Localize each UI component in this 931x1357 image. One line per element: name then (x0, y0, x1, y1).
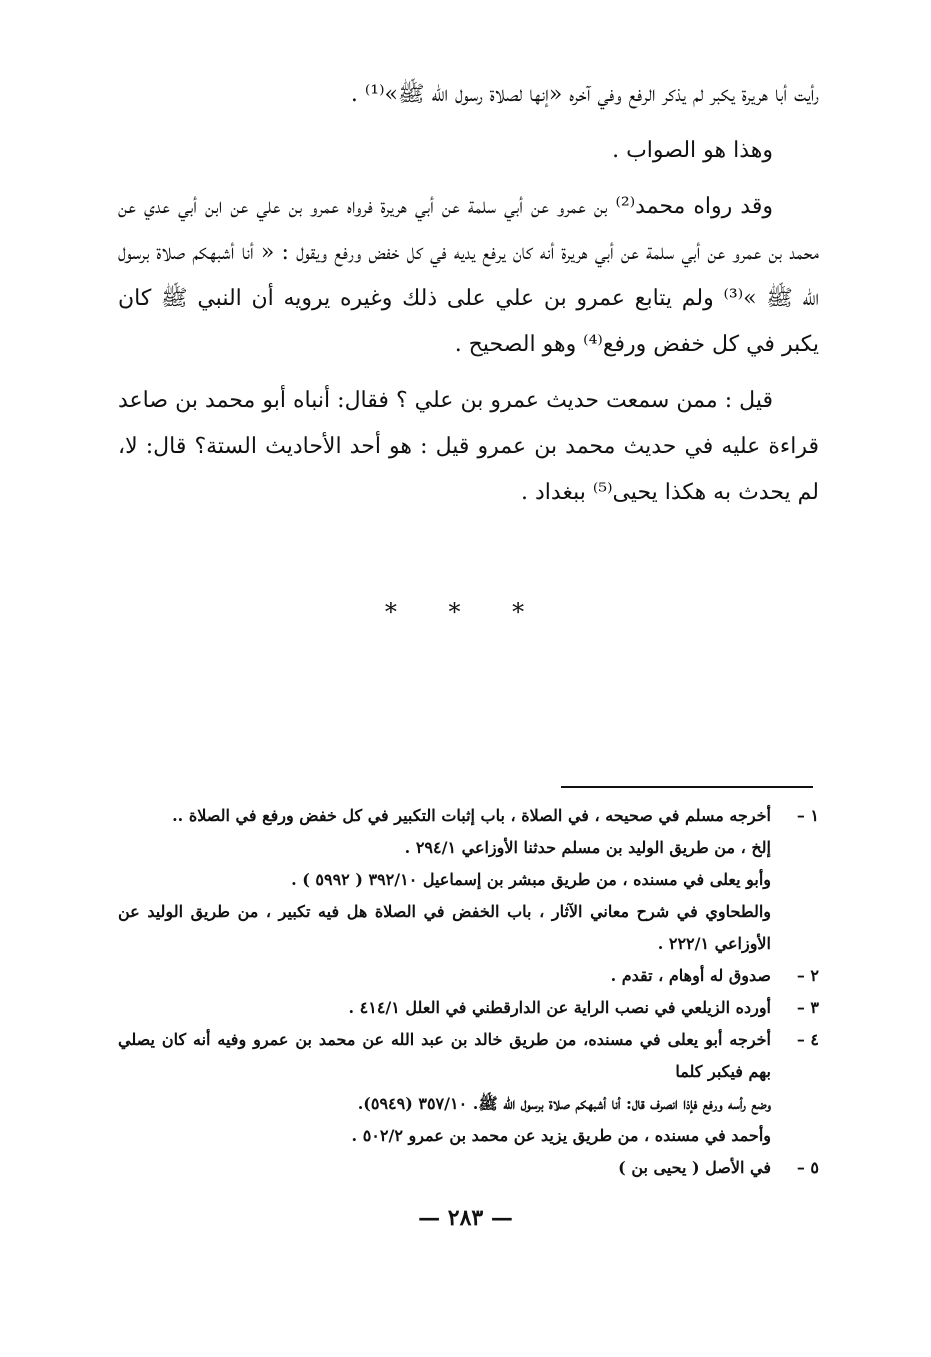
footnote-divider (561, 786, 813, 788)
footnote-line: أخرجه مسلم في صحيحه ، في الصلاة ، باب إثبات التكبير في كل خفض ورفع في الصلاة .. (172, 806, 771, 825)
main-text (118, 72, 819, 526)
footnote-number: ٥ – (796, 1158, 819, 1177)
footnote-line: أخرجه أبو يعلى في مسنده، من طريق خالد بن عبد الله عن محمد بن عمرو وفيه أنه كان يصلي بهم فيكبر كلما (118, 1030, 771, 1081)
footnotes (118, 800, 819, 1184)
section-separator: * * * (384, 598, 547, 626)
footnote-number: ٣ – (796, 998, 819, 1017)
footnote-line: في الأصل ( يحيى بن ) (618, 1158, 771, 1177)
footnote-text (118, 1024, 771, 1152)
footnote-line: وضع رأسه ورفع فإذا انصرف قال: أنا أشبهكم صلاة برسول الله ﷺ. ٣٥٧/١٠ (٥٩٤٩). (357, 1094, 771, 1113)
footnote-text (118, 1152, 771, 1184)
footnote-line: أورده الزيلعي في نصب الراية عن الدارقطني في العلل ٤١٤/١ . (348, 998, 771, 1017)
page-number: — ٢٨٣ — (418, 1205, 513, 1231)
footnote-number: ٤ – (796, 1030, 819, 1049)
footnote-number: ٢ – (796, 966, 819, 985)
footnote-1 (118, 800, 819, 960)
footnote-line: والطحاوي في شرح معاني الآثار ، باب الخفض في الصلاة هل فيه تكبير ، من طريق الوليد عن الأوزاعي ٢٢٢/١ . (118, 902, 771, 953)
footnote-line: وأحمد في مسنده ، من طريق يزيد عن محمد بن عمرو ٥٠٢/٢ . (351, 1126, 771, 1145)
paragraph-3: وقد رواه محمد⁽²⁾ بن عمرو عن أبي سلمة عن أبي هريرة فرواه عمرو بن علي عن ابن أبي عدي عن محمد بن عمرو عن أبي سلمة عن أبي هريرة أنه كان يرفع يديه في كل خفض ورفع ويقول : « أنا أشبهكم صلاة برسول الله ﷺ »⁽³⁾ ولم يتابع عمرو بن علي على ذلك وغيره يرويه أن النبي ﷺ كان يكبر في كل خفض ورفع⁽⁴⁾ وهو الصحيح . (118, 194, 819, 357)
footnote-5 (118, 1152, 819, 1184)
footnote-3 (118, 992, 819, 1024)
footnote-4 (118, 1024, 819, 1152)
footnote-line: إلخ ، من طريق الوليد بن مسلم حدثنا الأوزاعي ٢٩٤/١ . (404, 838, 771, 857)
paragraph-4: قيل : ممن سمعت حديث عمرو بن علي ؟ فقال: أنباه أبو محمد بن صاعد قراءة عليه في حديث محمد بن عمرو قيل : هو أحد الأحاديث الستة؟ قال: لا، لم يحدث به هكذا يحيى⁽⁵⁾ ببغداد . (118, 388, 819, 505)
footnote-text (118, 992, 771, 1024)
footnote-line: وأبو يعلى في مسنده ، من طريق مبشر بن إسماعيل ٣٩٢/١٠ ( ٥٩٩٢ ) . (291, 870, 771, 889)
paragraph-2: وهذا هو الصواب . (612, 138, 773, 163)
footnote-line: صدوق له أوهام ، تقدم . (610, 966, 771, 985)
footnote-text (118, 960, 771, 992)
paragraph-1: رأيت أبا هريرة يكبر لم يذكر الرفع وفي آخره «إنها لصلاة رسول الله ﷺ»⁽¹⁾ . (350, 82, 819, 107)
footnote-2 (118, 960, 819, 992)
footnote-text (118, 800, 771, 960)
footnote-number: ١ – (796, 806, 819, 825)
